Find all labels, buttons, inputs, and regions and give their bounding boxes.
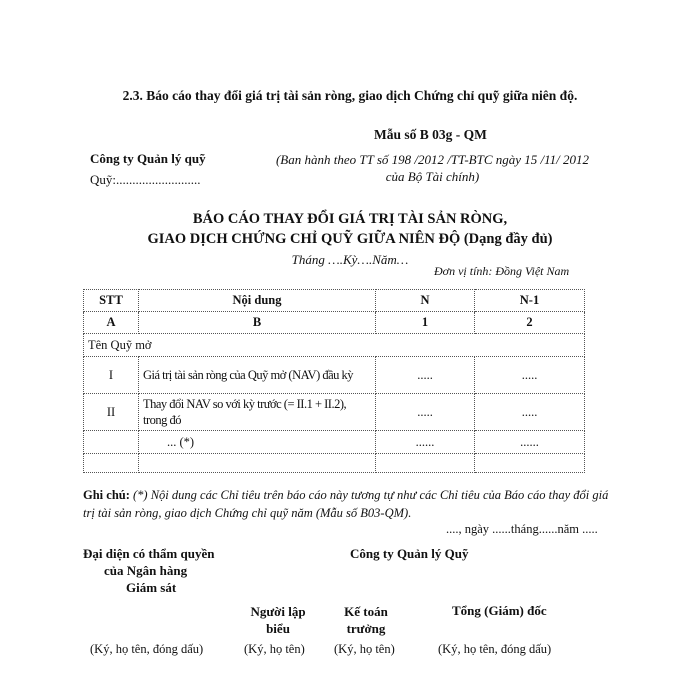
note xyxy=(83,486,623,522)
currency-unit: Đơn vị tính: Đồng Việt Nam xyxy=(434,264,570,278)
row-stt: I xyxy=(84,357,139,394)
row-value-n: ...... xyxy=(376,431,475,454)
company-label: Công ty Quản lý quỹ xyxy=(90,151,206,166)
table-row-empty xyxy=(84,454,585,473)
form-number: Mẫu số B 03g - QM xyxy=(374,127,487,142)
header-stt: STT xyxy=(84,290,139,312)
row-content: Thay đổi NAV so với kỳ trước (= II.1 + II.2), trong đó xyxy=(139,394,376,431)
bank-rep-title-line3: Giám sát xyxy=(126,580,177,595)
section-heading: 2.3. Báo cáo thay đổi giá trị tài sản ròng, giao dịch Chứng chỉ quỹ giữa niên độ. xyxy=(122,88,578,103)
row-value-n1: ..... xyxy=(475,394,585,431)
index-2: 2 xyxy=(475,312,585,334)
bank-rep-title-line2: của Ngân hàng xyxy=(104,563,188,578)
issued-by-note: (Ban hành theo TT số 198 /2012 /TT-BTC ngày 15 /11/ 2012 của Bộ Tài chính) xyxy=(275,152,590,184)
chief-accountant-title: Kế toán trưởng xyxy=(344,604,388,636)
accountant-signature-note: (Ký, họ tên) xyxy=(334,642,395,656)
row-content: Giá trị tài sản ròng của Quỹ mở (NAV) đầu kỳ xyxy=(139,357,376,394)
note-text: (*) Nội dung các Chỉ tiêu trên báo cáo này tương tự như các Chỉ tiêu của Báo cáo thay đổi giá trị tài sản ròng, giao dịch Chứng chỉ quỹ năm (Mẫu số B03-QM). xyxy=(83,488,609,520)
row-stt xyxy=(84,431,139,454)
table-header-row xyxy=(84,290,585,312)
row-value-n: ..... xyxy=(376,357,475,394)
fund-name-cell: Tên Quỹ mở xyxy=(84,334,585,357)
table-fund-row xyxy=(84,334,585,357)
table-row xyxy=(84,357,585,394)
header-n1: N-1 xyxy=(475,290,585,312)
bank-rep-title-line1: Đại diện có thẩm quyền xyxy=(83,546,215,561)
table-row xyxy=(84,431,585,454)
table-index-row xyxy=(84,312,585,334)
report-title-line2: GIAO DỊCH CHỨNG CHỈ QUỸ GIỮA NIÊN ĐỘ (Dạng đầy đủ) xyxy=(147,231,553,247)
empty-cell xyxy=(139,454,376,473)
report-table xyxy=(83,289,585,473)
director-signature-note: (Ký, họ tên, đóng dấu) xyxy=(438,642,552,656)
row-value-n1: ...... xyxy=(475,431,585,454)
period-line: Tháng ….Kỳ….Năm… xyxy=(291,252,409,267)
preparer-title: Người lập biểu xyxy=(250,604,306,636)
empty-cell xyxy=(84,454,139,473)
table-row xyxy=(84,394,585,431)
index-b: B xyxy=(139,312,376,334)
date-line: ...., ngày ......tháng......năm ..... xyxy=(446,522,598,536)
fund-label: Quỹ:.......................... xyxy=(90,172,201,187)
header-content: Nội dung xyxy=(139,290,376,312)
empty-cell xyxy=(475,454,585,473)
report-title-line1: BÁO CÁO THAY ĐỔI GIÁ TRỊ TÀI SẢN RÒNG, xyxy=(192,211,508,227)
fund-management-company-title: Công ty Quản lý Quỹ xyxy=(350,546,469,561)
row-value-n1: ..... xyxy=(475,357,585,394)
header-n: N xyxy=(376,290,475,312)
row-value-n: ..... xyxy=(376,394,475,431)
empty-cell xyxy=(376,454,475,473)
preparer-signature-note: (Ký, họ tên) xyxy=(244,642,305,656)
index-1: 1 xyxy=(376,312,475,334)
note-label: Ghi chú: xyxy=(83,488,130,502)
row-stt: II xyxy=(84,394,139,431)
row-content: ... (*) xyxy=(139,431,376,454)
director-title: Tổng (Giám) đốc xyxy=(452,603,547,618)
index-a: A xyxy=(84,312,139,334)
bank-signature-note: (Ký, họ tên, đóng dấu) xyxy=(90,642,204,656)
